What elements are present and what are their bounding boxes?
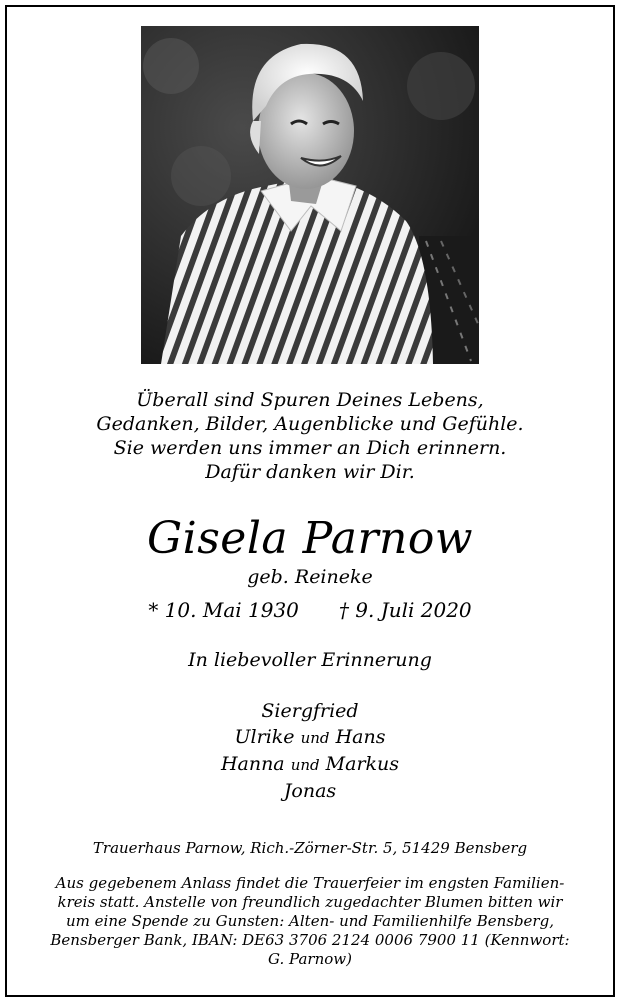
poem-line: Überall sind Spuren Deines Lebens, xyxy=(136,389,484,411)
memory-line: In liebevoller Erinnerung xyxy=(188,649,432,671)
family-line: Jonas xyxy=(283,780,337,802)
deceased-name: Gisela Parnow xyxy=(146,513,473,564)
maiden-name: geb. Reineke xyxy=(247,566,373,588)
notice-line: um eine Spende zu Gunsten: Alten- und Familienhilfe Bensberg, xyxy=(66,912,554,930)
funeral-notice xyxy=(0,874,620,969)
family-line xyxy=(0,751,620,778)
family-names xyxy=(0,698,620,804)
poem-line: Gedanken, Bilder, Augenblicke und Gefühle. xyxy=(96,413,524,435)
family-line xyxy=(0,724,620,751)
death-date: † 9. Juli 2020 xyxy=(338,598,472,622)
notice-line: Bensberger Bank, IBAN: DE63 3706 2124 0006 7900 11 (Kennwort: xyxy=(50,931,570,949)
family-line: Siergfried xyxy=(261,700,359,722)
mourning-house-address: Trauerhaus Parnow, Rich.-Zörner-Str. 5, 51429 Bensberg xyxy=(92,839,528,857)
life-dates xyxy=(0,597,620,623)
conjunction: und xyxy=(300,729,330,747)
family-member: Markus xyxy=(325,753,400,775)
notice-line: G. Parnow) xyxy=(268,950,352,968)
birth-date: * 10. Mai 1930 xyxy=(148,598,299,622)
poem-line: Dafür danken wir Dir. xyxy=(205,461,415,483)
poem-line: Sie werden uns immer an Dich erinnern. xyxy=(113,437,507,459)
conjunction: und xyxy=(290,756,320,774)
memorial-poem xyxy=(0,388,620,484)
family-member: Hanna xyxy=(220,753,285,775)
notice-line: kreis statt. Anstelle von freundlich zugedachter Blumen bitten wir xyxy=(57,893,563,911)
family-member: Hans xyxy=(335,726,386,748)
family-member: Ulrike xyxy=(234,726,295,748)
portrait-photo xyxy=(141,26,479,364)
notice-line: Aus gegebenem Anlass findet die Trauerfeier im engsten Familien- xyxy=(55,874,565,892)
